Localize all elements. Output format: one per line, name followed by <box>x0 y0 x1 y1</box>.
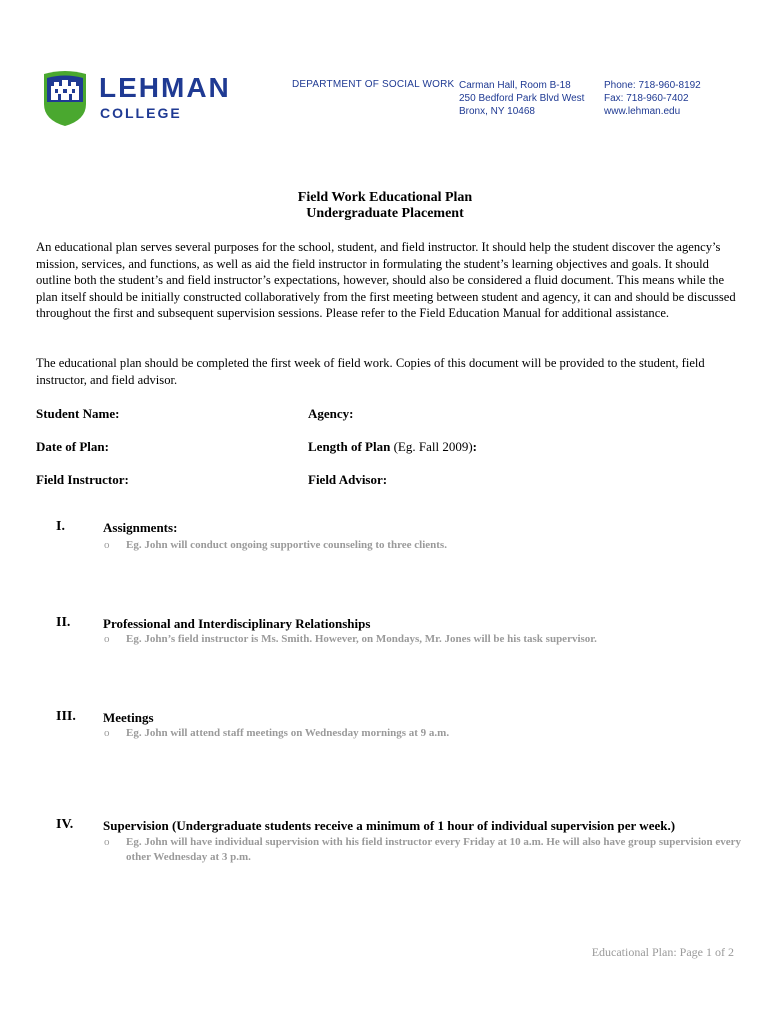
website-link[interactable]: www.lehman.edu <box>604 106 681 117</box>
lehman-crest-icon <box>42 70 88 126</box>
address-line: 250 Bedford Park Blvd West <box>459 93 585 104</box>
address-line: Bronx, NY 10468 <box>459 106 535 117</box>
supervision-title-text: Supervision <box>103 818 169 833</box>
length-of-plan-colon: : <box>472 439 478 454</box>
section-title-meetings: Meetings <box>103 710 154 725</box>
logo-wordmark-lehman: LEHMAN <box>99 72 231 103</box>
agency-label: Agency: <box>308 406 354 421</box>
lehman-logo <box>42 70 242 126</box>
page-footer: Educational Plan: Page 1 of 2 <box>591 945 734 959</box>
bullet-icon: o <box>104 727 110 739</box>
address-line: Carman Hall, Room B-18 <box>459 80 571 91</box>
section-number: IV. <box>56 817 74 832</box>
fax-number: Fax: 718-960-7402 <box>604 93 689 104</box>
logo-wordmark-college: COLLEGE <box>100 105 182 121</box>
supervision-title-note: (Undergraduate students receive a minimum of 1 hour of individual supervision per week.) <box>168 818 676 833</box>
section-title-supervision <box>103 818 675 834</box>
section-title-relationships: Professional and Interdisciplinary Relationships <box>103 616 371 631</box>
bullet-icon: o <box>104 836 110 848</box>
field-advisor-label: Field Advisor: <box>308 472 388 487</box>
date-of-plan-label: Date of Plan: <box>36 439 109 454</box>
address-block <box>459 79 584 118</box>
department-name: DEPARTMENT OF SOCIAL WORK <box>292 79 455 90</box>
section-title-assignments: Assignments: <box>103 520 178 535</box>
phone-number: Phone: 718-960-8192 <box>604 80 701 91</box>
length-of-plan-example: (Eg. Fall 2009) <box>390 439 473 454</box>
intro-paragraph: An educational plan serves several purposes for the school, student, and field instructor. It should help the student discover the agency’s mission, services, and functions, as well as aid the field instructor in formulating the student’s learning objectives and goals. It should outline both the student’s and field instructor’s expectations, however, should also be considered a fluid document. This means while the plan itself should be initially constructed collaboratively from the first meeting between student and agency, it can and should be discussed throughout the first and subsequent supervision sessions. Please refer to the Field Education Manual for additional assistance. <box>36 240 736 320</box>
section-number: I. <box>56 519 65 534</box>
section-example: Eg. John will attend staff meetings on Wednesday mornings at 9 a.m. <box>126 727 450 739</box>
section-example: Eg. John’s field instructor is Ms. Smith. However, on Mondays, Mr. Jones will be his task supervisor. <box>126 633 597 645</box>
section-number: II. <box>56 615 71 630</box>
bullet-icon: o <box>104 633 110 645</box>
contact-block <box>604 79 701 118</box>
section-example: Eg. John will have individual supervision with his field instructor every Friday at 10 a.m. He will also have group supervision every other Wednesday at 3 p.m. <box>126 836 742 863</box>
section-number: III. <box>56 709 76 724</box>
section-example: Eg. John will conduct ongoing supportive counseling to three clients. <box>126 539 447 551</box>
field-instructor-label: Field Instructor: <box>36 472 129 487</box>
bullet-icon: o <box>104 539 110 551</box>
length-of-plan-text: Length of Plan <box>308 439 391 454</box>
student-name-label: Student Name: <box>36 406 120 421</box>
length-of-plan-label <box>308 439 477 455</box>
completion-paragraph: The educational plan should be completed the first week of field work. Copies of this document will be provided to the student, field instructor, and field advisor. <box>36 356 705 387</box>
document-title: Field Work Educational Plan <box>297 190 473 205</box>
document-subtitle: Undergraduate Placement <box>306 206 464 221</box>
